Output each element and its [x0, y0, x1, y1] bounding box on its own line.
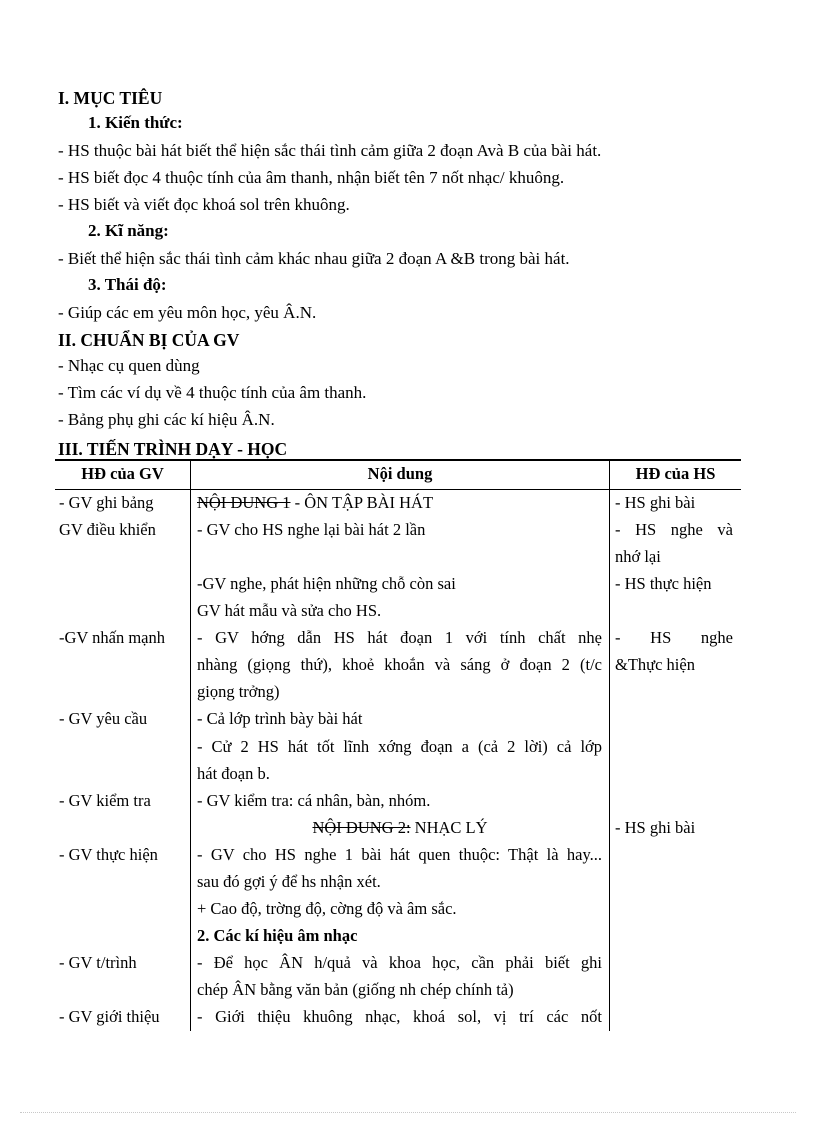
knowledge-item: - HS biết và viết đọc khoá sol trên khuông. [58, 195, 350, 214]
nd1-title: - ÔN TẬP BÀI HÁT [290, 493, 434, 512]
hs-activity: &Thực hiện [615, 655, 695, 674]
nd1-label: NỘI DUNG 1 [197, 493, 291, 512]
gv-activity: GV điều khiển [59, 520, 156, 539]
content-line: - Cả lớp trình bày bài hát [197, 709, 363, 728]
content-line: nhàng (giọng thứ), khoẻ khoắn và sáng ở đoạn 2 (t/c [197, 655, 602, 674]
section-2-title: II. CHUẨN BỊ CỦA GV [58, 330, 240, 350]
prep-item: - Tìm các ví dụ về 4 thuộc tính của âm thanh. [58, 383, 367, 402]
content-heading-2 [191, 818, 609, 838]
attitude-item: - Giúp các em yêu môn học, yêu Â.N. [58, 303, 317, 322]
content-line: -GV nghe, phát hiện những chỗ còn sai [197, 574, 456, 593]
content-line: sau đó gợi ý để hs nhận xét. [197, 872, 381, 891]
attitude-heading: 3. Thái độ: [88, 275, 167, 294]
content-heading-1 [197, 493, 433, 513]
gv-activity: -GV nhấn mạnh [59, 628, 166, 647]
content-line: - Cử 2 HS hát tốt lĩnh xớng đoạn a (cả 2 lời) cả lớp [197, 737, 602, 756]
gv-activity: - GV ghi bảng [59, 493, 154, 512]
column-divider [609, 459, 610, 1031]
knowledge-item: - HS thuộc bài hát biết thể hiện sắc thái tình cảm giữa 2 đoạn Avà B của bài hát. [58, 141, 602, 160]
section-1-title: I. MỤC TIÊU [58, 88, 163, 108]
content-line: - GV kiểm tra: cá nhân, bàn, nhóm. [197, 791, 431, 810]
table-header-border [55, 489, 741, 490]
content-line: - GV cho HS nghe 1 bài hát quen thuộc: Thật là hay... [197, 845, 602, 864]
hs-activity: - HS nghe [615, 628, 733, 647]
column-divider [190, 459, 191, 1031]
gv-activity: - GV thực hiện [59, 845, 158, 864]
content-line: GV hát mẫu và sửa cho HS. [197, 601, 382, 620]
hs-activity: - HS ghi bài [615, 818, 696, 837]
header-gv: HĐ của GV [81, 464, 164, 483]
gv-activity: - GV kiểm tra [59, 791, 151, 810]
skills-heading: 2. Kĩ năng: [88, 221, 169, 240]
nd2-title: NHẠC LÝ [410, 818, 488, 837]
content-line: giọng trởng) [197, 682, 280, 701]
knowledge-item: - HS biết đọc 4 thuộc tính của âm thanh, nhận biết tên 7 nốt nhạc/ khuông. [58, 168, 565, 187]
content-line: + Cao độ, trờng độ, cờng độ và âm sắc. [197, 899, 457, 918]
prep-item: - Nhạc cụ quen dùng [58, 356, 200, 375]
knowledge-heading: 1. Kiến thức: [88, 113, 183, 132]
hs-activity: - HS nghe và [615, 520, 733, 539]
gv-activity: - GV t/trình [59, 953, 137, 972]
page-bottom-rule [20, 1112, 796, 1113]
content-line: hát đoạn b. [197, 764, 270, 783]
content-subheading: 2. Các kí hiệu âm nhạc [197, 926, 358, 945]
prep-item: - Bảng phụ ghi các kí hiệu Â.N. [58, 410, 275, 429]
hs-activity: - HS ghi bài [615, 493, 696, 512]
header-hs: HĐ của HS [635, 464, 716, 483]
content-line: chép ÂN bằng văn bản (giống nh chép chính tả) [197, 980, 514, 999]
section-3-title: III. TIẾN TRÌNH DẠY - HỌC [58, 439, 288, 459]
skills-item: - Biết thể hiện sắc thái tình cảm khác nhau giữa 2 đoạn A &B trong bài hát. [58, 249, 570, 268]
gv-activity: - GV giới thiệu [59, 1007, 160, 1026]
hs-activity: - HS thực hiện [615, 574, 712, 593]
content-line: - GV hớng dẫn HS hát đoạn 1 với tính chất nhẹ [197, 628, 602, 647]
header-content: Nội dung [367, 464, 433, 483]
nd2-label: NỘI DUNG 2: [312, 818, 411, 837]
table-top-border [55, 459, 741, 461]
content-line: - GV cho HS nghe lại bài hát 2 lần [197, 520, 426, 539]
content-line: - Để học ÂN h/quả và khoa học, cần phải biết ghi [197, 953, 602, 972]
hs-activity: nhớ lại [615, 547, 661, 566]
gv-activity: - GV yêu cầu [59, 709, 148, 728]
content-line: - Giới thiệu khuông nhạc, khoá sol, vị trí các nốt [197, 1007, 602, 1026]
